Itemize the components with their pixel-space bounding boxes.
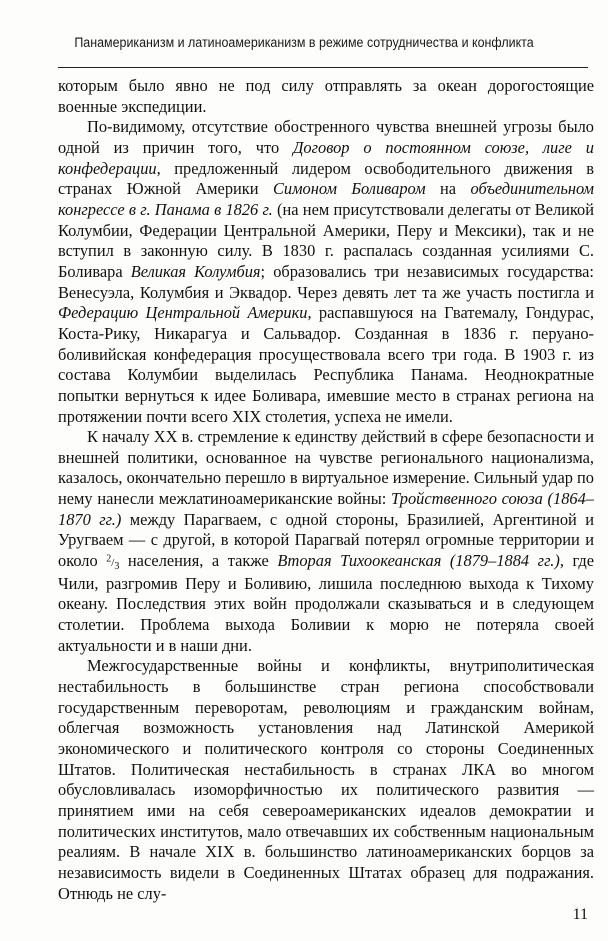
text-run: между Парагваем, с одной стороны, Бразилией, Аргентиной и Уругваем — с другой, в которой Парагвай потерял огромные территории и около [58,509,594,571]
text-run: По-видимому, отсутствие обостренного чувства внешней угрозы было одной из причин того, что [58,117,594,157]
body-text [58,76,594,904]
header-rule [58,67,588,68]
text-run: (на нем присутствовали делегаты от Великой Колумбии, Федерации Центральной Америки, Перу и Мексики), так и не вступил в законную силу. В 1830 г. распалась созданная усилиями С. Боливара [58,199,594,281]
text-run: , где Чили, разгромив Перу и Боливию, лишила последнюю выхода к Тихому океану. Последствия этих войн продолжали сказываться и в следующем столетии. Проблема выхода Боливии к морю не потеряла своей актуальности и в наши дни. [58,551,595,655]
text-run: на [425,179,471,199]
page-number: 11 [572,906,588,923]
italic-term: Тройственного союза (1864–1870 гг.) [58,489,594,529]
italic-term: Федерацию Центральной Америки [58,303,308,323]
running-header: Панамериканизм и латиноамериканизм в режиме сотрудничества и конфликта [74,35,534,50]
italic-term: Вторая Тихоокеанская (1879–1884 гг.) [277,551,560,571]
fraction-two-thirds: $^2/_3$ [106,553,120,573]
italic-term: Симоном Боливаром [272,179,426,199]
text-run: которым было явно не под силу отправлять за океан дорогостоящие военные экспедиции. [58,76,594,116]
paragraph-4 [58,656,594,904]
text-run: К началу XX в. стремление к единству действий в сфере безопасности и внешней политики, основанное на чувстве регионального национализма, казалось, окончательно перешло в виртуальное измерение. Сильный удар по нему нанесли межлатиноамериканские войны: [58,427,594,509]
italic-term: объединительном конгрессе в г. Панама в 1826 г. [58,179,594,219]
text-run: ; образовались три независимых государства: Венесуэла, Колумбия и Эквадор. Через девять лет та же участь постигла и [58,261,594,302]
italic-term: Договор о постоянном союзе, лиге и конфедерации [58,137,594,178]
paragraph-1 [58,76,594,117]
paragraph-3 [58,427,594,656]
text-run: Межгосударственные войны и конфликты, внутриполитическая нестабильность в большинстве стран региона способствовали государственным переворотам, революциям и гражданским войнам, облегчая возможность установления над Латинской Америкой экономического и политического контроля со стороны Соединенных Штатов. Политическая нестабильность в странах ЛКА во многом обусловливалась изоморфичностью их политического развития — принятием ими на себя североамериканских идеалов демократии и политических институтов, мало отвечавших их собственным национальным реалиям. В начале XIX в. большинство латиноамериканских борцов за независимость видели в Соединенных Штатах образец для подражания. Отнюдь не слу- [58,656,594,903]
text-run: , распавшуюся на Гватемалу, Гондурас, Коста-Рику, Никарагуа и Сальвадор. Созданная в 1836 г. перуано-боливийская конфедерация просуществовала всего три года. В 1903 г. из состава Колумбии выделилась Республика Панама. Неоднократные попытки вернуться к идее Боливара, имевшие место в странах региона на протяжении почти всего XIX столетия, успеха не имели. [58,303,594,426]
italic-term: Великая Колумбия [130,261,261,281]
paragraph-2 [58,117,594,427]
text-run: населения, а также [119,551,278,571]
text-run: , предложенный лидером освободительного движения в странах Южной Америки [58,158,594,199]
